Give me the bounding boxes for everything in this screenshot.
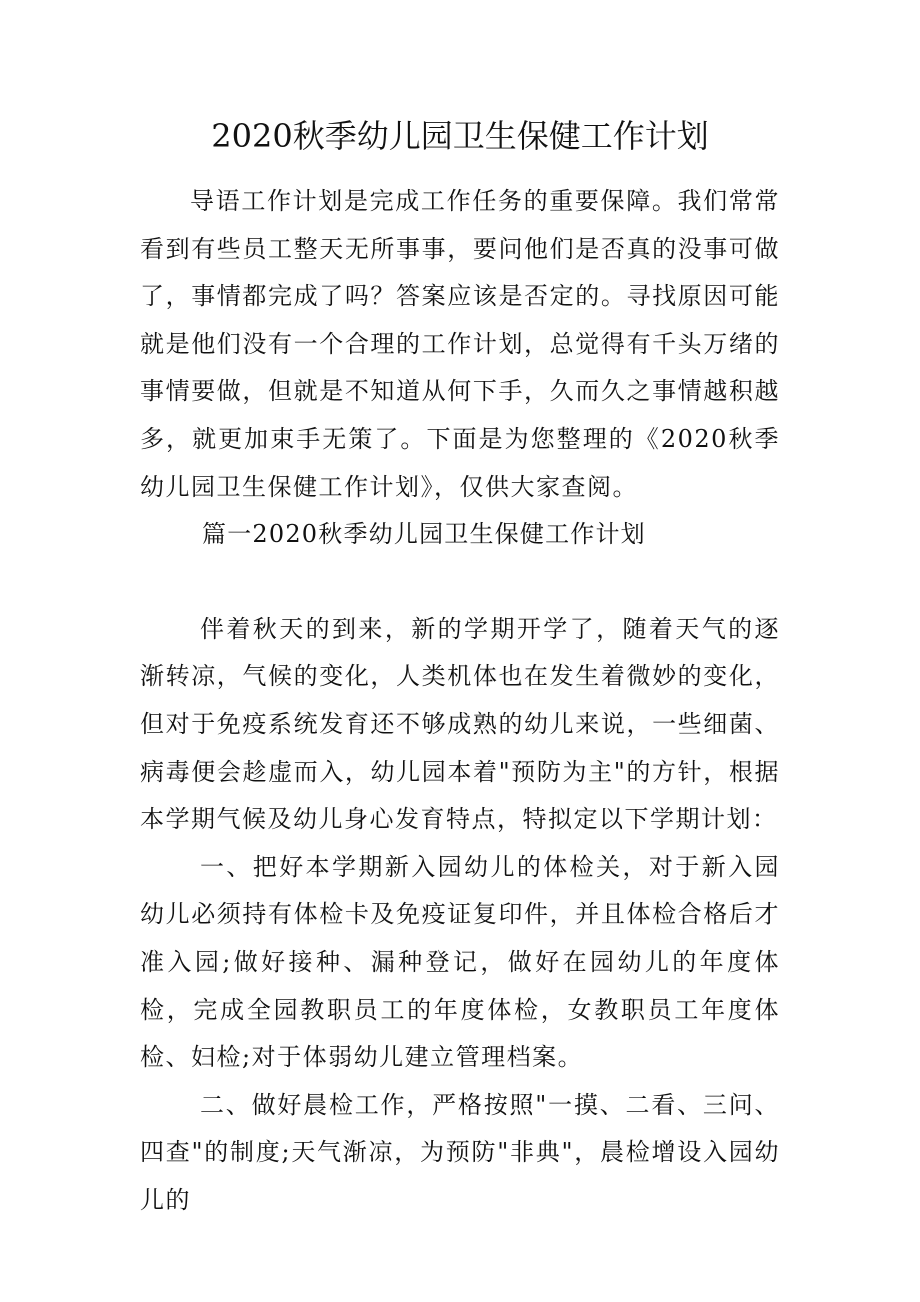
intro-paragraph: 导语工作计划是完成工作任务的重要保障。我们常常看到有些员工整天无所事事，要问他们是否真的没事可做了，事情都完成了吗？答案应该是否定的。寻找原因可能就是他们没有一个合理的工作计划，总觉得有千头万绪的事情要做，但就是不知道从何下手，久而久之事情越积越多，就更加束手无策了。下面是为您整理的《2020秋季幼儿园卫生保健工作计划》，仅供大家查阅。 [140,187,780,501]
section-title: 篇一2020秋季幼儿园卫生保健工作计划 [202,520,646,549]
body-paragraph: 伴着秋天的到来，新的学期开学了，随着天气的逐渐转凉，气候的变化，人类机体也在发生着微妙的变化，但对于免疫系统发育还不够成熟的幼儿来说，一些细菌、病毒便会趁虚而入，幼儿园本着"预防为主"的方针，根据本学期气候及幼儿身心发育特点，特拟定以下学期计划： [140,614,780,834]
document-title: 2020秋季幼儿园卫生保健工作计划 [211,117,709,155]
body-paragraph: 二、做好晨检工作，严格按照"一摸、二看、三问、四查"的制度;天气渐凉，为预防"非典"，晨检增设入园幼儿的 [140,1090,780,1214]
document-body [140,178,780,1224]
body-paragraph: 一、把好本学期新入园幼儿的体检关，对于新入园幼儿必须持有体检卡及免疫证复印件，并且体检合格后才准入园;做好接种、漏种登记，做好在园幼儿的年度体检，完成全园教职员工的年度体检，女教职员工年度体检、妇检;对于体弱幼儿建立管理档案。 [140,852,780,1072]
blank-line [140,559,780,606]
